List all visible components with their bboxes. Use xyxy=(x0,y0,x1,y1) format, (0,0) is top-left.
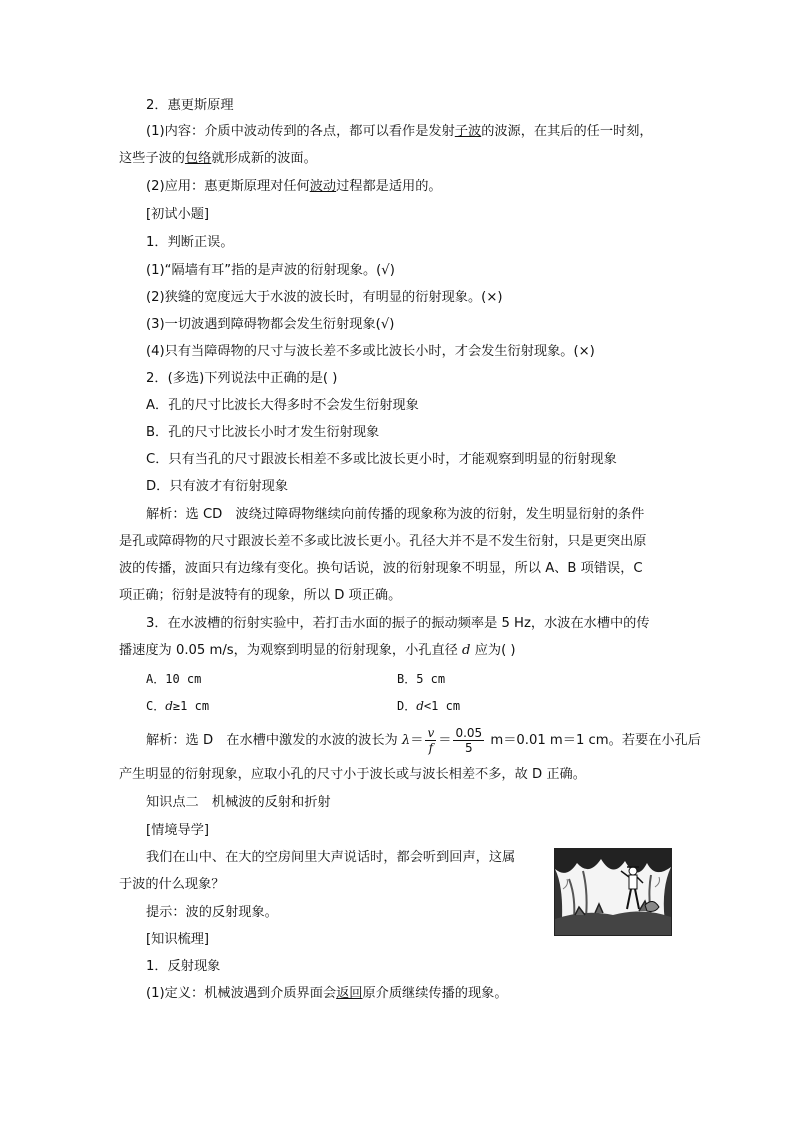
question3-option-d xyxy=(397,697,460,715)
question2-analysis-line4: 项正确；衍射是波特有的现象，所以 D 项正确。 xyxy=(119,588,402,603)
question2-option-c: C．只有当孔的尺寸跟波长相差不多或比波长更小时，才能观察到明显的衍射现象 xyxy=(146,452,617,467)
text: 解析：选 D 在水槽中激发的水波的波长为 xyxy=(146,733,402,748)
text: 播速度为 0.05 m/s，为观察到明显的衍射现象，小孔直径 xyxy=(119,643,463,658)
fraction-values xyxy=(453,726,484,755)
question3-option-a: A．10 cm xyxy=(146,672,202,686)
question1-item-1: (1)“隔墙有耳”指的是声波的衍射现象。(√) xyxy=(146,263,395,278)
text: (1)内容：介质中波动传到的各点，都可以看作是发射 xyxy=(146,124,455,139)
numerator: v xyxy=(427,725,435,740)
variable-d: d xyxy=(462,643,471,658)
fraction-v-over-f xyxy=(425,726,436,755)
question3-option-b: B．5 cm xyxy=(397,672,446,686)
question2-analysis-line1: 解析：选 CD 波绕过障碍物继续向前传播的现象称为波的衍射，发生明显衍射的条件 xyxy=(146,507,645,522)
variable-d: d xyxy=(416,699,424,713)
text: 的波源，在其后的任一时刻， xyxy=(481,124,653,139)
question3-option-c xyxy=(146,697,209,715)
text: 过程都是适用的。 xyxy=(336,179,442,194)
knowledge-point-2-title: 知识点二 机械波的反射和折射 xyxy=(146,795,331,810)
situation-question-line2: 于波的什么现象？ xyxy=(119,877,225,892)
variable-d: d xyxy=(165,699,173,713)
underlined-term: 波动 xyxy=(309,179,337,194)
text: ≥1 cm xyxy=(172,699,210,713)
question2-option-d: D．只有波才有衍射现象 xyxy=(146,479,289,494)
denominator: 5 xyxy=(464,740,473,755)
text: 原介质继续传播的现象。 xyxy=(362,986,508,1001)
question3-analysis-line2: 产生明显的衍射现象，应取小孔的尺寸小于波长或与波长相差不多，故 D 正确。 xyxy=(119,767,586,782)
huygens-application xyxy=(146,178,442,196)
question2-analysis-line3: 波的传播，波面只有边缘有变化。换句话说，波的衍射现象不明显，所以 A、B 项错误，C xyxy=(119,561,643,576)
echo-illustration xyxy=(554,848,672,936)
question2-analysis-line2: 是孔或障碍物的尺寸跟波长差不多或比波长更小。孔径大并不是不发生衍射，只是更突出原 xyxy=(119,534,647,549)
underlined-term: 包络 xyxy=(184,151,212,166)
numerator: 0.05 xyxy=(455,725,483,740)
question3-line2 xyxy=(119,642,516,660)
text: <1 cm xyxy=(423,699,461,713)
equals-sign: ＝ xyxy=(410,733,424,748)
question3-analysis-line1 xyxy=(146,724,701,758)
text: m＝0.01 m＝1 cm。若要在小孔后 xyxy=(486,733,701,748)
hint-text: 提示：波的反射现象。 xyxy=(146,905,278,920)
question1-item-4: (4)只有当障碍物的尺寸与波长差不多或比波长小时，才会发生衍射现象。(×) xyxy=(146,344,595,359)
text: (2)应用：惠更斯原理对任何 xyxy=(146,179,310,194)
text: D． xyxy=(397,699,417,713)
question1-item-2: (2)狭缝的宽度远大于水波的波长时，有明显的衍射现象。(×) xyxy=(146,290,503,305)
text: 这些子波的 xyxy=(119,151,185,166)
question2-option-a: A．孔的尺寸比波长大得多时不会发生衍射现象 xyxy=(146,398,419,413)
text: 就形成新的波面。 xyxy=(211,151,317,166)
question1-title: 1．判断正误。 xyxy=(146,235,234,250)
question2-title: 2．(多选)下列说法中正确的是( ) xyxy=(146,371,338,386)
denominator: f xyxy=(428,740,434,755)
situation-header: [情境导学] xyxy=(146,823,210,838)
knowledge-header: [知识梳理] xyxy=(146,932,210,947)
underlined-term: 子波 xyxy=(454,124,482,139)
text: 应为( ) xyxy=(470,643,516,658)
huygens-content-line1 xyxy=(146,123,653,141)
question1-item-3: (3)一切波遇到障碍物都会发生衍射现象(√) xyxy=(146,317,395,332)
situation-question-line1: 我们在山中、在大的空房间里大声说话时，都会听到回声，这属 xyxy=(146,850,516,865)
text: C． xyxy=(146,699,166,713)
question3-line1: 3．在水波槽的衍射实验中，若打击水面的振子的振动频率是 5 Hz，水波在水槽中的传 xyxy=(146,616,650,631)
underlined-term: 返回 xyxy=(336,986,363,1001)
reflection-title: 1．反射现象 xyxy=(146,959,221,974)
text: (1)定义：机械波遇到介质界面会 xyxy=(146,986,337,1001)
huygens-content-line2 xyxy=(119,150,317,168)
trial-header: [初试小题] xyxy=(146,207,210,222)
question2-option-b: B．孔的尺寸比波长小时才发生衍射现象 xyxy=(146,425,380,440)
equals-sign: ＝ xyxy=(438,733,452,748)
section-huygens-title: 2．惠更斯原理 xyxy=(146,98,234,113)
reflection-definition xyxy=(146,985,508,1003)
lambda-symbol: λ xyxy=(401,733,411,748)
cave-person-illustration xyxy=(555,849,671,935)
